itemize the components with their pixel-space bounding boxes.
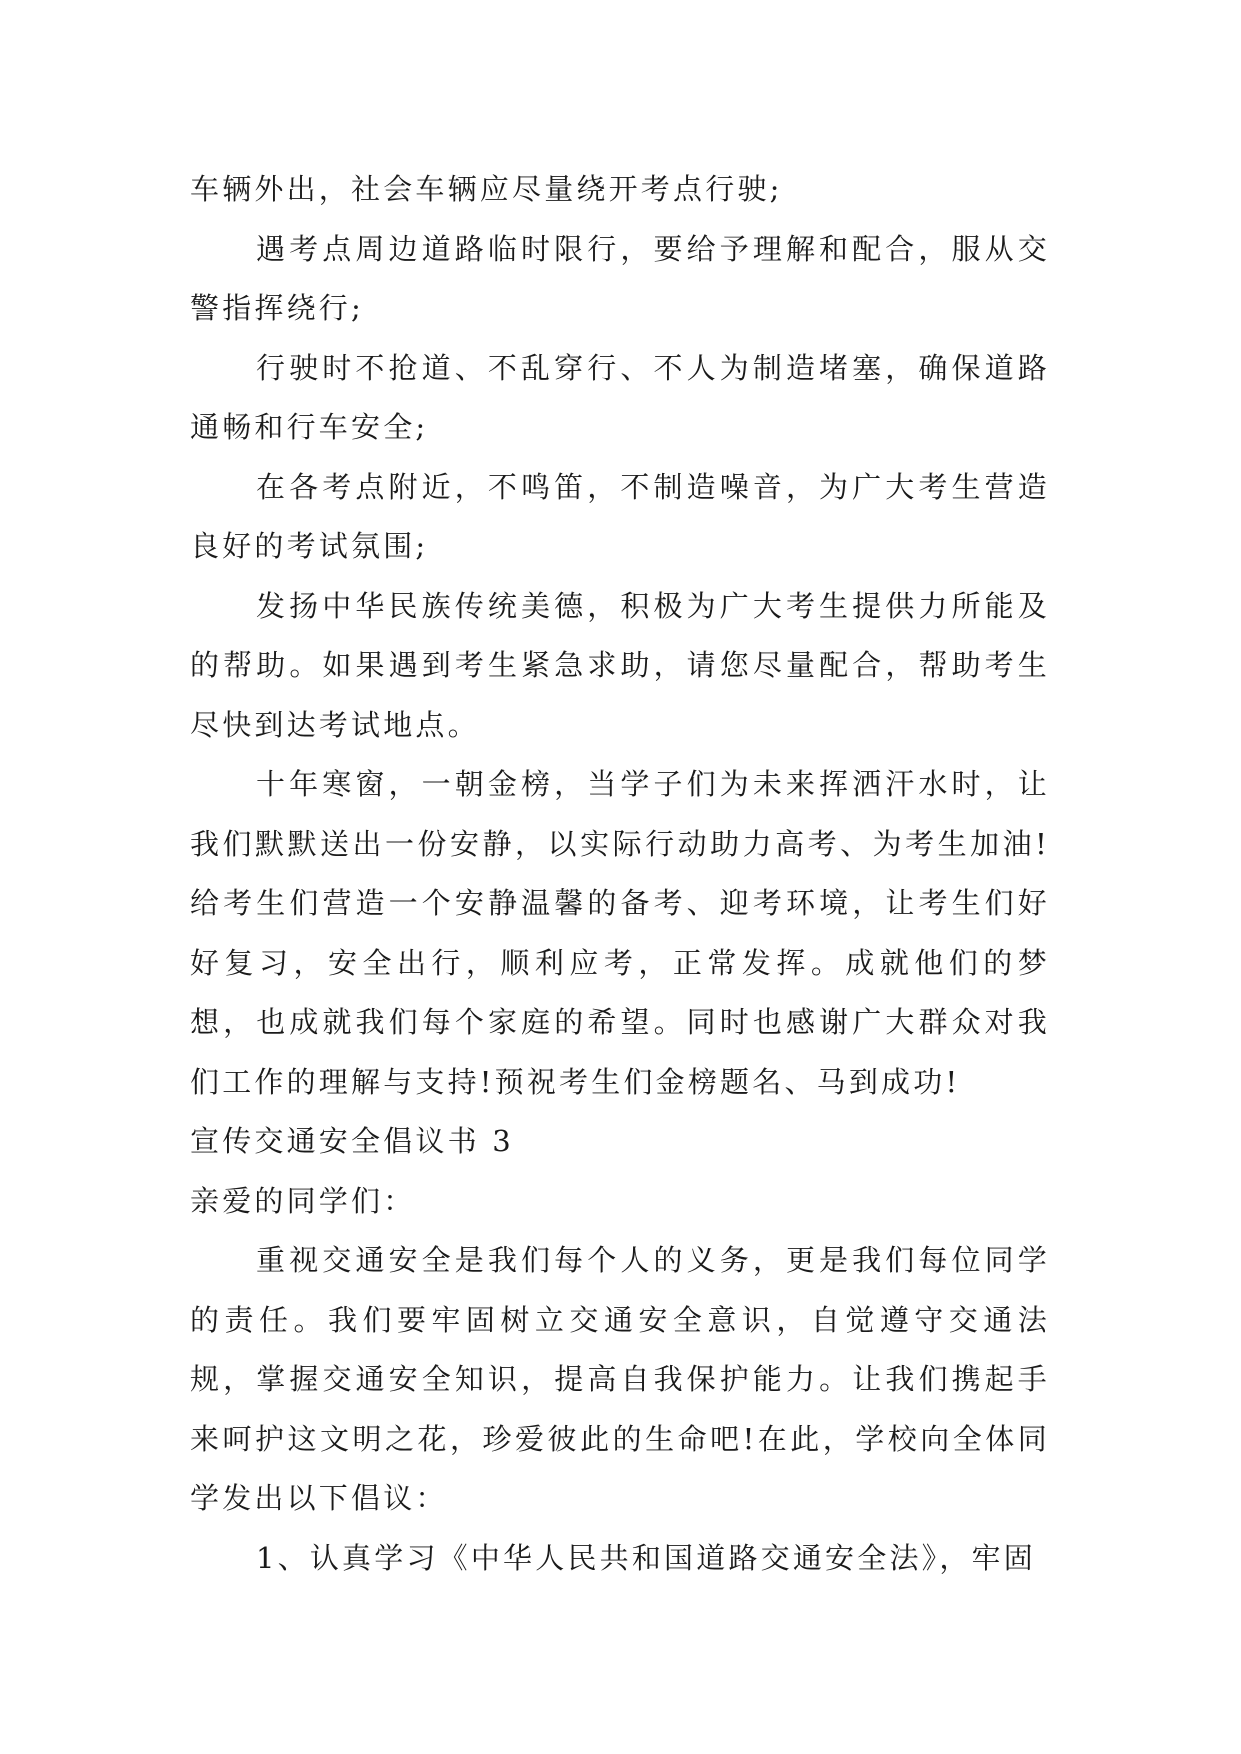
paragraph-help-examinees: 发扬中华民族传统美德，积极为广大考生提供力所能及的帮助。如果遇到考生紧急求助，请您尽量配合，帮助考生尽快到达考试地点。 (190, 588, 1050, 742)
paragraph-intro: 重视交通安全是我们每个人的义务，更是我们每位同学的责任。我们要牢固树立交通安全意识，自觉遵守交通法规，掌握交通安全知识，提高自我保护能力。让我们携起手来呵护这文明之花，珍爱彼此的生命吧!在此，学校向全体同学发出以下倡议： (190, 1243, 1050, 1515)
paragraph-detour: 遇考点周边道路临时限行，要给予理解和配合，服从交警指挥绕行; (190, 231, 1050, 325)
paragraph-item-1: 1、认真学习《中华人民共和国道路交通安全法》，牢固 (256, 1540, 1036, 1575)
salutation: 亲爱的同学们： (190, 1183, 416, 1218)
paragraph-continuation: 车辆外出，社会车辆应尽量绕开考点行驶; (190, 172, 783, 206)
paragraph-driving: 行驶时不抢道、不乱穿行、不人为制造堵塞，确保道路通畅和行车安全; (190, 350, 1050, 444)
section-heading: 宣传交通安全倡议书 3 (190, 1124, 514, 1158)
paragraph-closing: 十年寒窗，一朝金榜，当学子们为未来挥洒汗水时，让我们默默送出一份安静，以实际行动助力高考、为考生加油!给考生们营造一个安静温馨的备考、迎考环境，让考生们好好复习，安全出行，顺利应考，正常发挥。成就他们的梦想，也成就我们每个家庭的希望。同时也感谢广大群众对我们工作的理解与支持!预祝考生们金榜题名、马到成功! (190, 767, 1050, 1099)
document-body (190, 160, 1050, 1588)
paragraph-no-horn: 在各考点附近，不鸣笛，不制造噪音，为广大考生营造良好的考试氛围; (190, 469, 1050, 563)
